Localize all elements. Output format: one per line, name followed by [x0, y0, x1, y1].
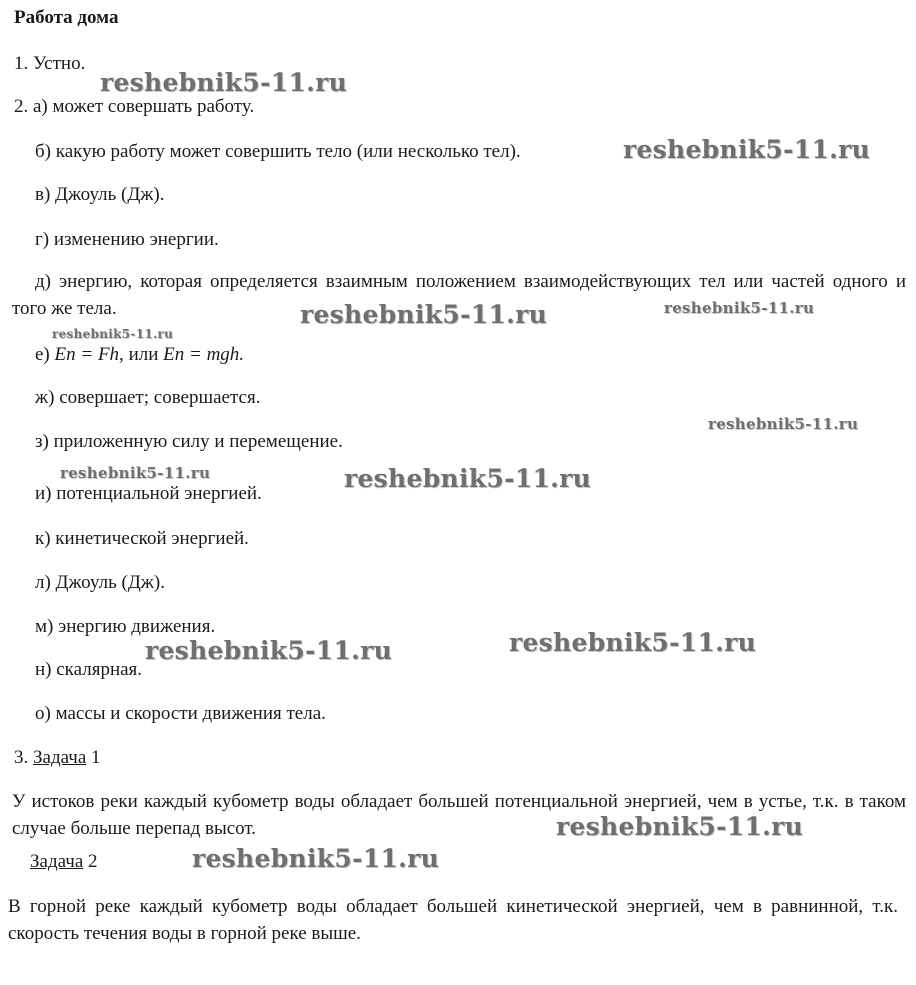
- answer-2e-or: или: [123, 344, 164, 365]
- answer-2z: з) приложенную силу и перемещение.: [35, 431, 343, 452]
- answer-2m: м) энергию движения.: [35, 616, 216, 637]
- item-3-number: 3.: [14, 747, 33, 768]
- watermark: reshebnik5-11.ru: [708, 415, 859, 433]
- answer-2k: к) кинетической энергией.: [35, 528, 249, 549]
- watermark: reshebnik5-11.ru: [60, 464, 211, 482]
- watermark: reshebnik5-11.ru: [556, 812, 804, 841]
- item-1: 1. Устно.: [14, 53, 86, 74]
- answer-2n: н) скалярная.: [35, 659, 143, 680]
- answer-2zh: ж) совершает; совершается.: [35, 387, 261, 408]
- task-1-label: Задача: [33, 747, 87, 768]
- answer-2i: и) потенциальной энергией.: [35, 483, 262, 504]
- task-2-label: Задача: [30, 851, 84, 872]
- page-title: Работа дома: [14, 7, 119, 28]
- task-1-heading: [14, 746, 101, 770]
- answer-2l: л) Джоуль (Дж).: [35, 572, 166, 593]
- answer-2e-prefix: е): [35, 344, 55, 365]
- watermark: reshebnik5-11.ru: [192, 844, 440, 873]
- answer-2v: в) Джоуль (Дж).: [35, 184, 165, 205]
- watermark: reshebnik5-11.ru: [664, 299, 815, 317]
- task-1-text: У истоков реки каждый кубометр воды обладает большей потенциальной энергией, чем в устье, т.к. в таком случае больше перепад высот.: [12, 791, 906, 839]
- formula-mgh: Eп = mgh.: [163, 344, 245, 365]
- answer-2b: б) какую работу может совершить тело (или несколько тел).: [35, 141, 521, 162]
- watermark: reshebnik5-11.ru: [100, 68, 348, 97]
- answer-2g: г) изменению энергии.: [35, 229, 219, 250]
- answer-2d: д) энергию, которая определяется взаимным положением взаимодействующих тел или частей одного и того же тела.: [12, 271, 906, 319]
- answer-2o: о) массы и скорости движения тела.: [35, 703, 326, 724]
- watermark: reshebnik5-11.ru: [145, 636, 393, 665]
- watermark: reshebnik5-11.ru: [52, 327, 174, 341]
- answer-2e: [35, 343, 244, 367]
- watermark: reshebnik5-11.ru: [509, 628, 757, 657]
- watermark: reshebnik5-11.ru: [344, 464, 592, 493]
- watermark: reshebnik5-11.ru: [623, 135, 871, 164]
- task-2-number: 2: [83, 851, 98, 872]
- task-2-text: В горной реке каждый кубометр воды обладает большей кинетической энергией, чем в равнинной, т.к. скорость течения воды в горной реке выше.: [8, 896, 898, 944]
- answer-2a: 2. а) может совершать работу.: [14, 96, 255, 117]
- task-1-number: 1: [86, 747, 101, 768]
- formula-fh: Eп = Fh,: [54, 344, 124, 365]
- task-2-heading: [30, 850, 98, 874]
- watermark: reshebnik5-11.ru: [300, 300, 548, 329]
